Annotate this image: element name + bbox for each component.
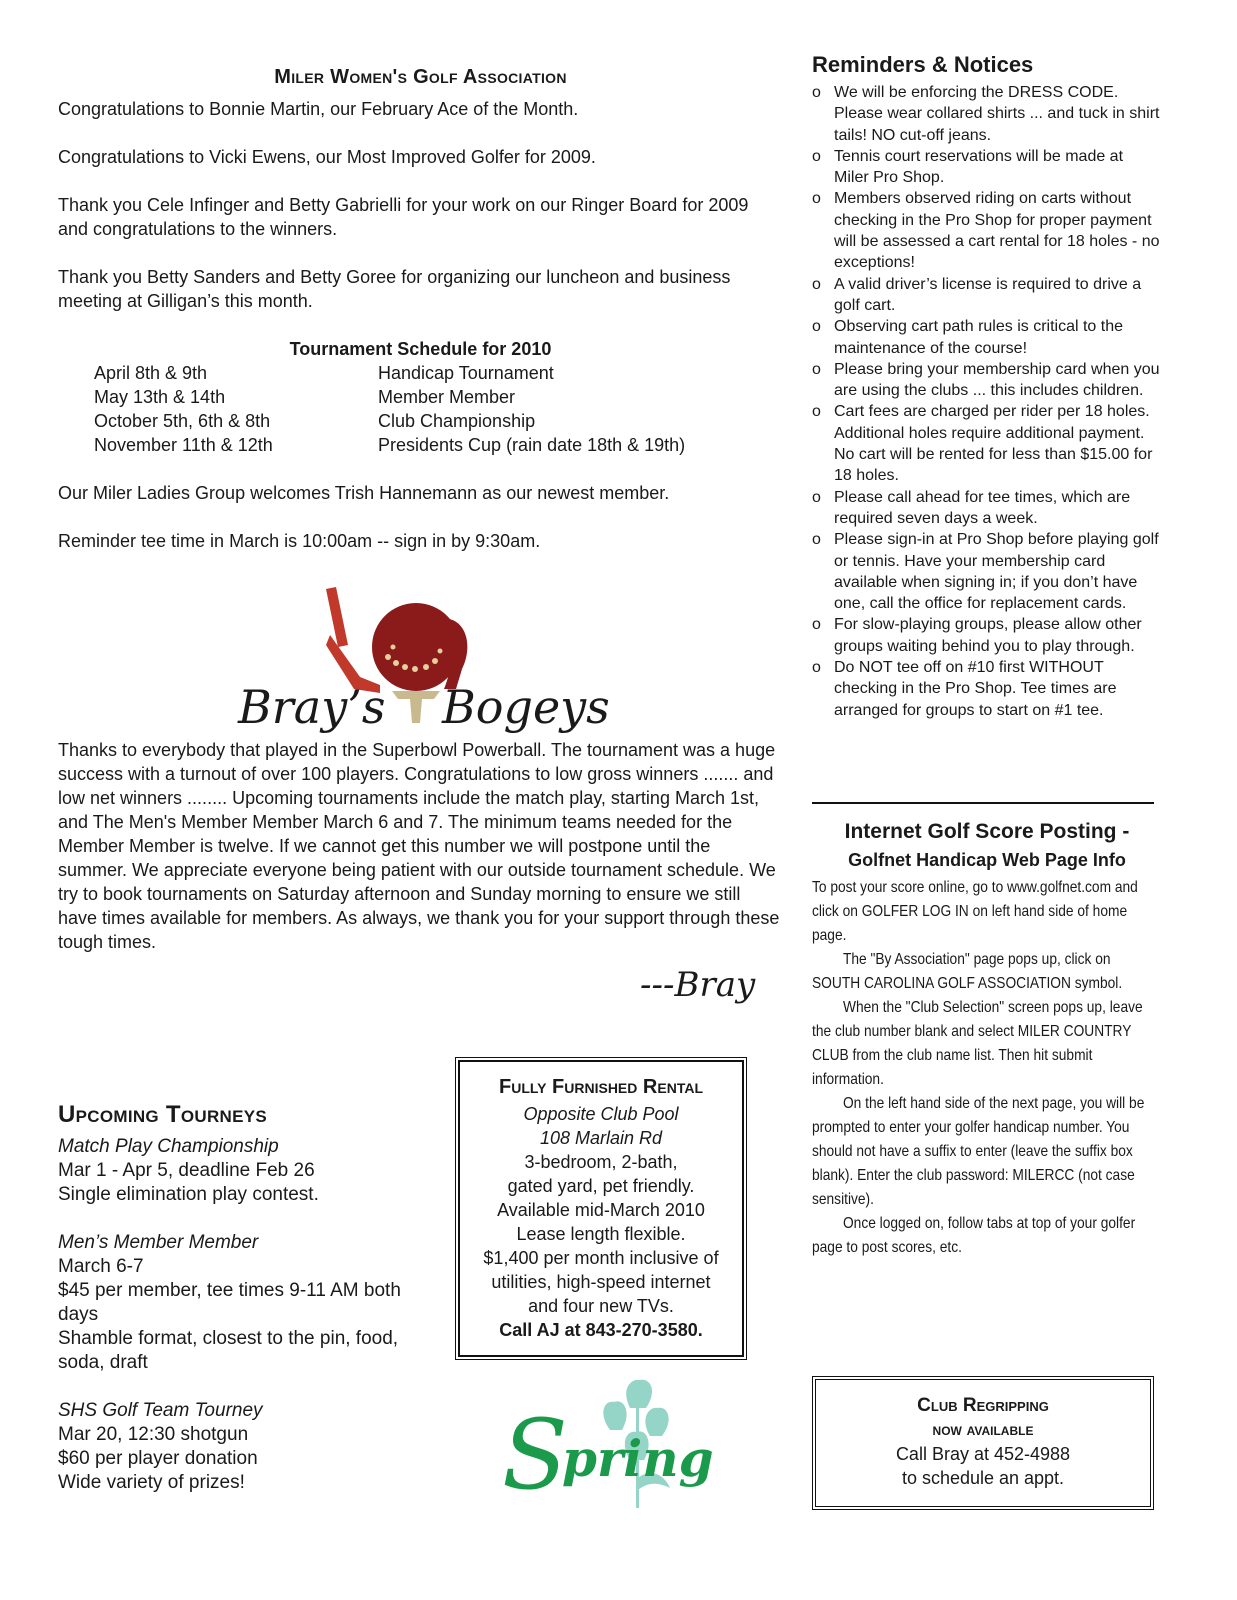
rental-box [455, 1057, 747, 1360]
tourney-line: Wide variety of prizes! [58, 1472, 245, 1493]
list-item: o Cart fees are charged per rider per 18 holes. Additional holes require additional payment. No cart will be rented for less than $15.00 for 18 holes. [812, 401, 1162, 486]
rental-line: utilities, high-speed internet [491, 1272, 711, 1292]
miler-paragraph: Our Miler Ladies Group welcomes Trish Hannemann as our newest member. [58, 483, 670, 503]
schedule-row [58, 409, 783, 433]
rental-call: Call AJ at 843-270-3580. [499, 1320, 703, 1340]
tourney-line: March 6-7 [58, 1256, 144, 1277]
tourney-name: SHS Golf Team Tourney [58, 1400, 263, 1421]
brays-bogeys-logo [230, 585, 610, 735]
schedule-row [58, 433, 783, 457]
reminders-title: Reminders & Notices [812, 52, 1034, 77]
schedule-date: October 5th, 6th & 8th [94, 411, 271, 431]
schedule-event: Handicap Tournament [378, 363, 554, 383]
schedule-date: April 8th & 9th [94, 363, 208, 383]
tourney-line: Shamble format, closest to the pin, food, soda, draft [58, 1328, 399, 1373]
tourney-name: Men’s Member Member [58, 1232, 259, 1253]
golfnet-subtitle: Golfnet Handicap Web Page Info [848, 850, 1126, 870]
rental-line: gated yard, pet friendly. [507, 1176, 695, 1196]
tourney-line: Single elimination play contest. [58, 1184, 319, 1205]
list-item: o A valid driver’s license is required to drive a golf cart. [812, 274, 1162, 317]
list-item: o Do NOT tee off on #10 first WITHOUT checking in the Pro Shop. Tee times are arranged for groups to start on #1 tee. [812, 657, 1162, 721]
rental-line: $1,400 per month inclusive of [483, 1248, 719, 1268]
logo-text-right: Bogeys [442, 680, 610, 734]
regrip-line: Call Bray at 452-4988 [895, 1444, 1071, 1464]
schedule-event: Club Championship [378, 411, 536, 431]
golfnet-paragraph: Once logged on, follow tabs at top of your golfer page to post scores, etc. [812, 1215, 1136, 1256]
schedule-table [58, 361, 783, 457]
bray-signature: ---Bray [640, 965, 756, 1005]
upcoming-tourneys [58, 1103, 438, 1519]
regrip-title: Club Regripping [917, 1395, 1049, 1416]
golfnet-paragraph: The "By Association" page pops up, click on SOUTH CAROLINA GOLF ASSOCIATION symbol. [812, 951, 1123, 992]
spring-initial: S [502, 1399, 568, 1511]
section-divider [812, 802, 1154, 804]
schedule-event: Member Member [378, 387, 516, 407]
miler-section [58, 66, 783, 577]
golf-tee-icon [392, 691, 440, 723]
golfnet-title: Internet Golf Score Posting - [844, 820, 1130, 843]
tourney-line: $45 per member, tee times 9-11 AM both days [58, 1280, 401, 1325]
regripping-box [812, 1376, 1154, 1510]
rental-line: 108 Marlain Rd [539, 1128, 663, 1148]
list-item: o Please bring your membership card when you are using the clubs ... this includes children. [812, 359, 1162, 402]
golf-ball-icon [372, 603, 460, 691]
list-item: o Please call ahead for tee times, which are required seven days a week. [812, 487, 1162, 530]
golfnet-paragraph: When the "Club Selection" screen pops up, leave the club number blank and select MILER COUNTRY CLUB from the club name list. Then hit submit information. [812, 999, 1143, 1088]
list-item: o Observing cart path rules is critical to the maintenance of the course! [812, 316, 1162, 359]
tourney-event [58, 1399, 438, 1495]
rental-line: Lease length flexible. [516, 1224, 686, 1244]
list-item: o Please sign-in at Pro Shop before playing golf or tennis. Have your membership card available when signing in; if you don’t have one, call the office for replacement cards. [812, 529, 1162, 614]
list-item: o Members observed riding on carts without checking in the Pro Shop for proper payment will be assessed a cart rental for 18 holes - no exceptions! [812, 188, 1162, 273]
rental-line: and four new TVs. [528, 1296, 674, 1316]
miler-paragraph: Thank you Cele Infinger and Betty Gabrielli for your work on our Ringer Board for 2009 and congratulations to the winners. [58, 195, 749, 239]
regrip-subtitle: now available [932, 1420, 1034, 1439]
spring-graphic [500, 1378, 714, 1513]
miler-paragraph: Congratulations to Vicki Ewens, our Most Improved Golfer for 2009. [58, 147, 596, 167]
regrip-line: to schedule an appt. [901, 1468, 1065, 1488]
schedule-date: May 13th & 14th [94, 387, 226, 407]
golfnet-paragraph: To post your score online, go to www.golfnet.com and click on GOLFER LOG IN on left hand side of home page. [812, 879, 1138, 944]
golfnet-body [812, 876, 1156, 1260]
tourney-line: Mar 20, 12:30 shotgun [58, 1424, 249, 1445]
tourney-event [58, 1231, 438, 1375]
rental-title: Fully Furnished Rental [499, 1076, 703, 1098]
list-item: o For slow-playing groups, please allow other groups waiting behind you to play through. [812, 614, 1162, 657]
reminders-section [812, 52, 1162, 721]
miler-paragraph: Thank you Betty Sanders and Betty Goree for organizing our luncheon and business meeting at Gilligan’s this month. [58, 267, 731, 311]
brays-bogeys-body: Thanks to everybody that played in the Superbowl Powerball. The tournament was a huge success with a turnout of over 100 players. Congratulations to low gross winners ....... and low net winners ........ Upcoming tournaments include the match play, starting March 1st, and The Men's Member Member March 6 and 7. The minimum teams needed for the Member Member is twelve. If we cannot get this number we will postpone until the summer. We appreciate everyone being patient with our outside tournament schedule. We try to book tournaments on Saturday afternoon and Sunday morning to ensure we still have times available for members. As always, we thank you for your support through these tough times. [58, 740, 780, 952]
schedule-date: November 11th & 12th [94, 435, 273, 455]
rental-line: Opposite Club Pool [523, 1104, 679, 1124]
schedule-event: Presidents Cup (rain date 18th & 19th) [378, 435, 686, 455]
schedule-title: Tournament Schedule for 2010 [289, 339, 552, 359]
rental-line: 3-bedroom, 2-bath, [524, 1152, 678, 1172]
logo-text-left: Bray’s [238, 680, 386, 734]
miler-title: Miler Women's Golf Association [274, 66, 567, 88]
tourney-name: Match Play Championship [58, 1136, 279, 1157]
tourney-line: $60 per player donation [58, 1448, 258, 1469]
golfnet-paragraph: On the left hand side of the next page, you will be prompted to enter your golfer handicap number. You should not have a suffix to enter (leave the suffix box blank). Enter the club password: MILERCC (not case sensitive). [812, 1095, 1145, 1208]
miler-paragraph: Congratulations to Bonnie Martin, our February Ace of the Month. [58, 99, 579, 119]
miler-paragraph: Reminder tee time in March is 10:00am -- sign in by 9:30am. [58, 531, 541, 551]
spring-word: pring [562, 1429, 714, 1488]
schedule-row [58, 361, 783, 385]
reminders-list [812, 82, 1162, 721]
list-item: o We will be enforcing the DRESS CODE. Please wear collared shirts ... and tuck in shirt tails! NO cut-off jeans. [812, 82, 1162, 146]
golfnet-section [812, 818, 1162, 1260]
tourneys-title: Upcoming Tourneys [58, 1101, 268, 1128]
tourney-line: Mar 1 - Apr 5, deadline Feb 26 [58, 1160, 315, 1181]
rental-line: Available mid-March 2010 [497, 1200, 705, 1220]
schedule-row [58, 385, 783, 409]
tourney-event [58, 1135, 438, 1207]
list-item: o Tennis court reservations will be made at Miler Pro Shop. [812, 146, 1162, 189]
